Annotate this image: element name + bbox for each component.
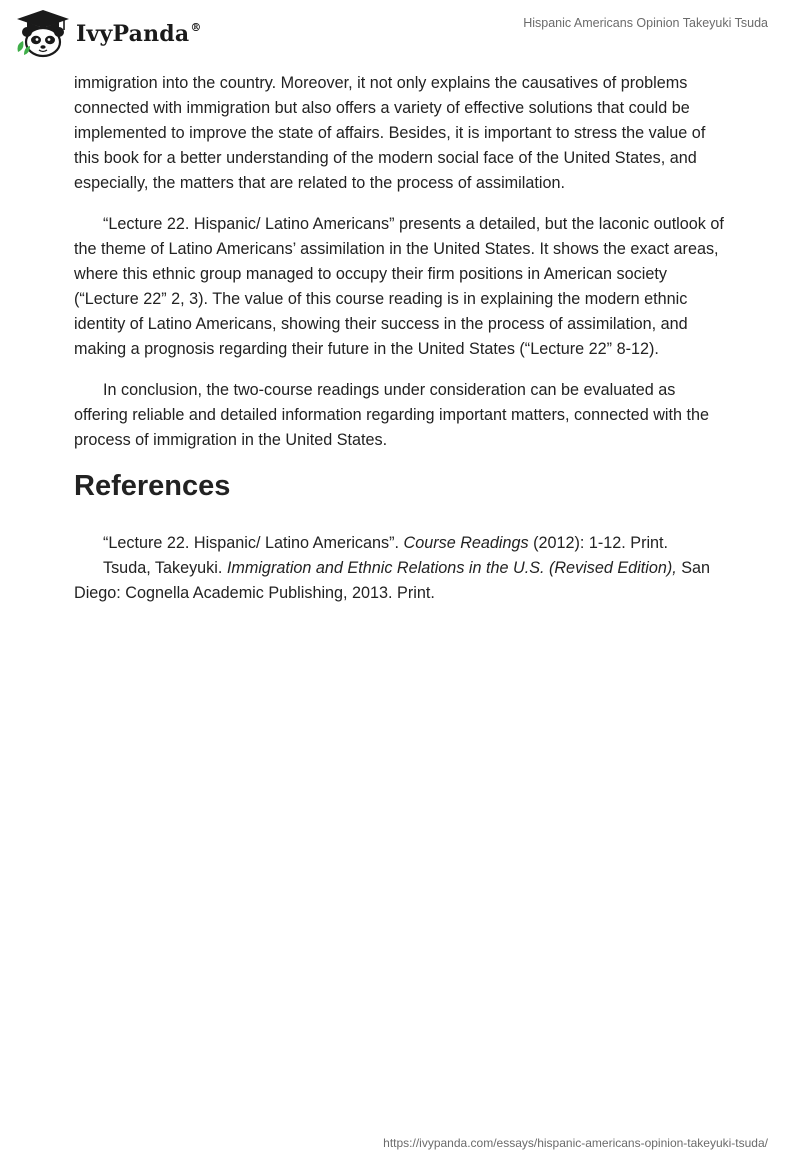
body-paragraph: In conclusion, the two-course readings under consideration can be evaluated as offering reliable and detailed information regarding important matters, connected with the process of immigration in the United States. [74, 381, 709, 449]
reference-text: Tsuda, Takeyuki. [103, 559, 227, 577]
reference-title: Course Readings [403, 534, 529, 552]
source-url-link[interactable]: https://ivypanda.com/essays/hispanic-americans-opinion-takeyuki-tsuda/ [383, 1136, 768, 1150]
brand-name [76, 21, 202, 47]
document-title: Hispanic Americans Opinion Takeyuki Tsuda [523, 16, 768, 30]
ivypanda-logo[interactable] [14, 8, 202, 58]
references-heading: References [74, 470, 231, 502]
essay-content [74, 71, 730, 606]
body-paragraph: immigration into the country. Moreover, it not only explains the causatives of problems connected with immigration but also offers a variety of effective solutions that could be implemented to improve the state of affairs. Besides, it is important to stress the value of this book for a better understanding of the modern social face of the United States, and especially, the matters that are related to the process of assimilation. [74, 74, 706, 192]
reference-item [74, 556, 730, 606]
reference-text: (2012): 1-12. Print. [528, 534, 669, 552]
reference-text: “Lecture 22. Hispanic/ Latino Americans”. [103, 534, 404, 552]
page-header [0, 0, 800, 70]
brand-text: IvyPanda [76, 21, 190, 47]
reference-text: San Diego: Cognella Academic Publishing, 2013. Print. [74, 559, 711, 602]
registered-mark: ® [190, 20, 202, 34]
panda-graduate-icon [14, 8, 72, 58]
reference-item [74, 531, 730, 556]
reference-title: Immigration and Ethnic Relations in the U.S. (Revised Edition), [226, 559, 677, 577]
body-paragraph: “Lecture 22. Hispanic/ Latino Americans” presents a detailed, but the laconic outlook of the theme of Latino Americans’ assimilation in the United States. It shows the exact areas, where this ethnic group managed to occupy their firm positions in American society (“Lecture 22” 2, 3). The value of this course reading is in explaining the modern ethnic identity of Latino Americans, showing their success in the process of assimilation, and making a prognosis regarding their future in the United States (“Lecture 22” 8-12). [74, 215, 724, 358]
